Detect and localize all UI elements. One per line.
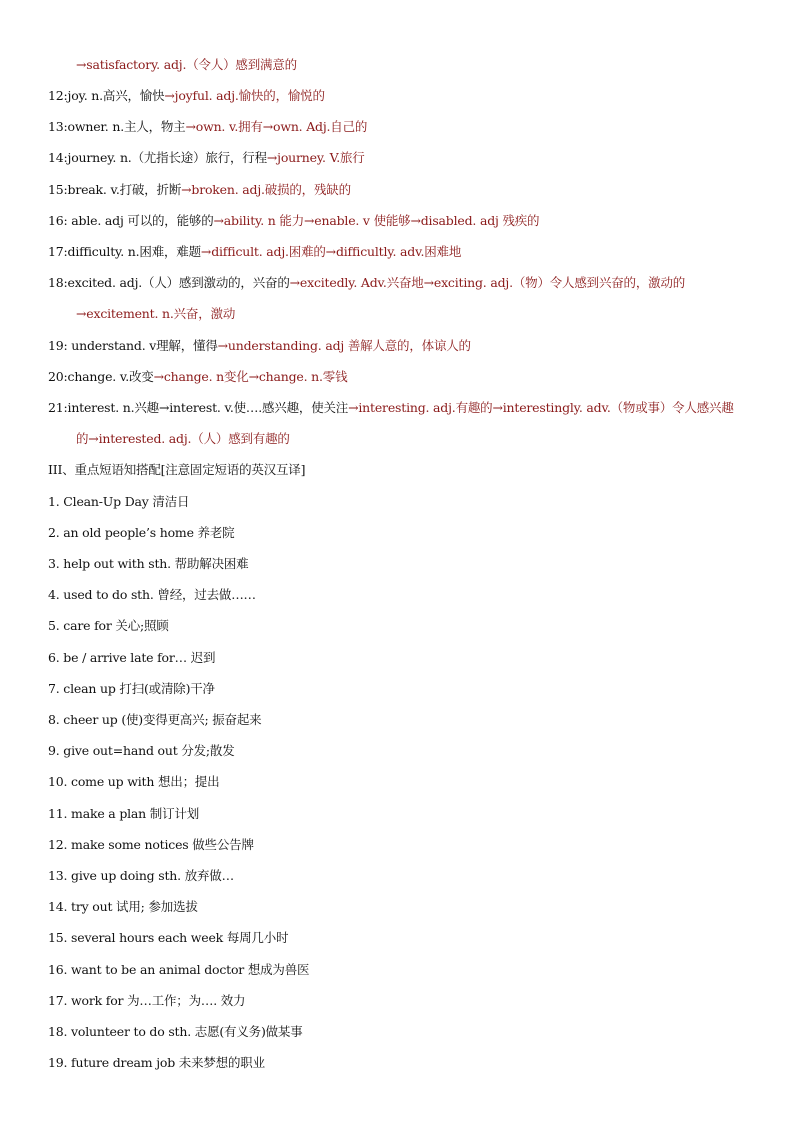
phrase-item: 6. be / arrive late for… 迟到 <box>48 650 216 665</box>
phrase-item: 4. used to do sth. 曾经，过去做…… <box>48 587 256 602</box>
vocab-line <box>48 399 734 416</box>
derivative-text: →ability. n 能力→enable. v 使能够→disabled. adj 残疾的 <box>213 213 540 228</box>
vocab-line <box>48 149 365 166</box>
vocab-line <box>48 181 351 198</box>
phrase-item: 2. an old people’s home 养老院 <box>48 525 235 540</box>
derivative-text: →excitement. n.兴奋，激动 <box>76 306 236 321</box>
vocab-line <box>48 87 325 104</box>
phrase-item: 9. give out=hand out 分发;散发 <box>48 743 235 758</box>
phrase-item: 10. come up with 想出；提出 <box>48 774 220 789</box>
vocab-line <box>76 430 290 447</box>
phrase-item: 8. cheer up (使)变得更高兴; 振奋起来 <box>48 712 262 727</box>
phrase-item: 5. care for 关心;照顾 <box>48 618 169 633</box>
phrase-item: 17. work for 为…工作；为…. 效力 <box>48 993 246 1008</box>
section-heading: III、重点短语知搭配[注意固定短语的英汉互译] <box>48 462 306 477</box>
vocab-word: 13:owner. n.主人，物主 <box>48 119 186 134</box>
vocab-line <box>48 274 685 291</box>
derivative-text: →excitedly. Adv.兴奋地→exciting. adj.（物）令人感到兴奋的，激动的 <box>289 275 686 290</box>
vocab-line <box>48 337 471 354</box>
phrase-item: 15. several hours each week 每周几小时 <box>48 930 289 945</box>
phrase-item: 11. make a plan 制订计划 <box>48 806 200 821</box>
phrase-item: 19. future dream job 未来梦想的职业 <box>48 1055 265 1070</box>
phrase-item: 1. Clean-Up Day 清洁日 <box>48 494 190 509</box>
derivative-text: →understanding. adj 善解人意的，体谅人的 <box>217 338 471 353</box>
vocab-line <box>76 305 235 322</box>
derivative-text: →difficult. adj.困难的→difficultly. adv.困难地 <box>200 244 462 259</box>
vocab-line <box>76 56 297 73</box>
derivative-text: →change. n变化→change. n.零钱 <box>153 369 348 384</box>
phrase-item: 13. give up doing sth. 放弃做… <box>48 868 234 883</box>
vocab-line <box>48 243 461 260</box>
vocab-word: 17:difficulty. n.困难，难题 <box>48 244 201 259</box>
vocab-word: 19: understand. v理解，懂得 <box>48 338 218 353</box>
vocab-word: 20:change. v.改变 <box>48 369 154 384</box>
vocab-word: 21:interest. n.兴趣→interest. v.使….感兴趣，使关注 <box>48 400 349 415</box>
derivative-text: →interesting. adj.有趣的→interestingly. adv.（物或事）令人感兴趣 <box>348 400 734 415</box>
derivative-text: →broken. adj.破损的，残缺的 <box>181 182 351 197</box>
derivative-text: →joyful. adj.愉快的，愉悦的 <box>164 88 325 103</box>
phrase-item: 14. try out 试用; 参加选拔 <box>48 899 198 914</box>
vocab-word: 18:excited. adj.（人）感到激动的，兴奋的 <box>48 275 290 290</box>
phrase-item: 18. volunteer to do sth. 志愿(有义务)做某事 <box>48 1024 303 1039</box>
vocab-line <box>48 118 367 135</box>
derivative-text: →journey. V.旅行 <box>266 150 365 165</box>
derivative-text: →own. v.拥有→own. Adj.自己的 <box>185 119 368 134</box>
phrase-item: 7. clean up 打扫(或清除)干净 <box>48 681 215 696</box>
vocab-line <box>48 212 539 229</box>
phrase-item: 16. want to be an animal doctor 想成为兽医 <box>48 962 310 977</box>
vocab-word: 14:journey. n.（尤指长途）旅行，行程 <box>48 150 267 165</box>
phrase-item: 3. help out with sth. 帮助解决困难 <box>48 556 249 571</box>
vocab-line <box>48 368 347 385</box>
vocab-word: 12:joy. n.高兴，愉快 <box>48 88 165 103</box>
derivative-text: →satisfactory. adj.（令人）感到满意的 <box>76 57 297 72</box>
vocab-word: 15:break. v.打破，折断 <box>48 182 182 197</box>
phrase-item: 12. make some notices 做些公告牌 <box>48 837 254 852</box>
vocab-word: 16: able. adj 可以的，能够的 <box>48 213 214 228</box>
derivative-text: 的→interested. adj.（人）感到有趣的 <box>76 431 290 446</box>
